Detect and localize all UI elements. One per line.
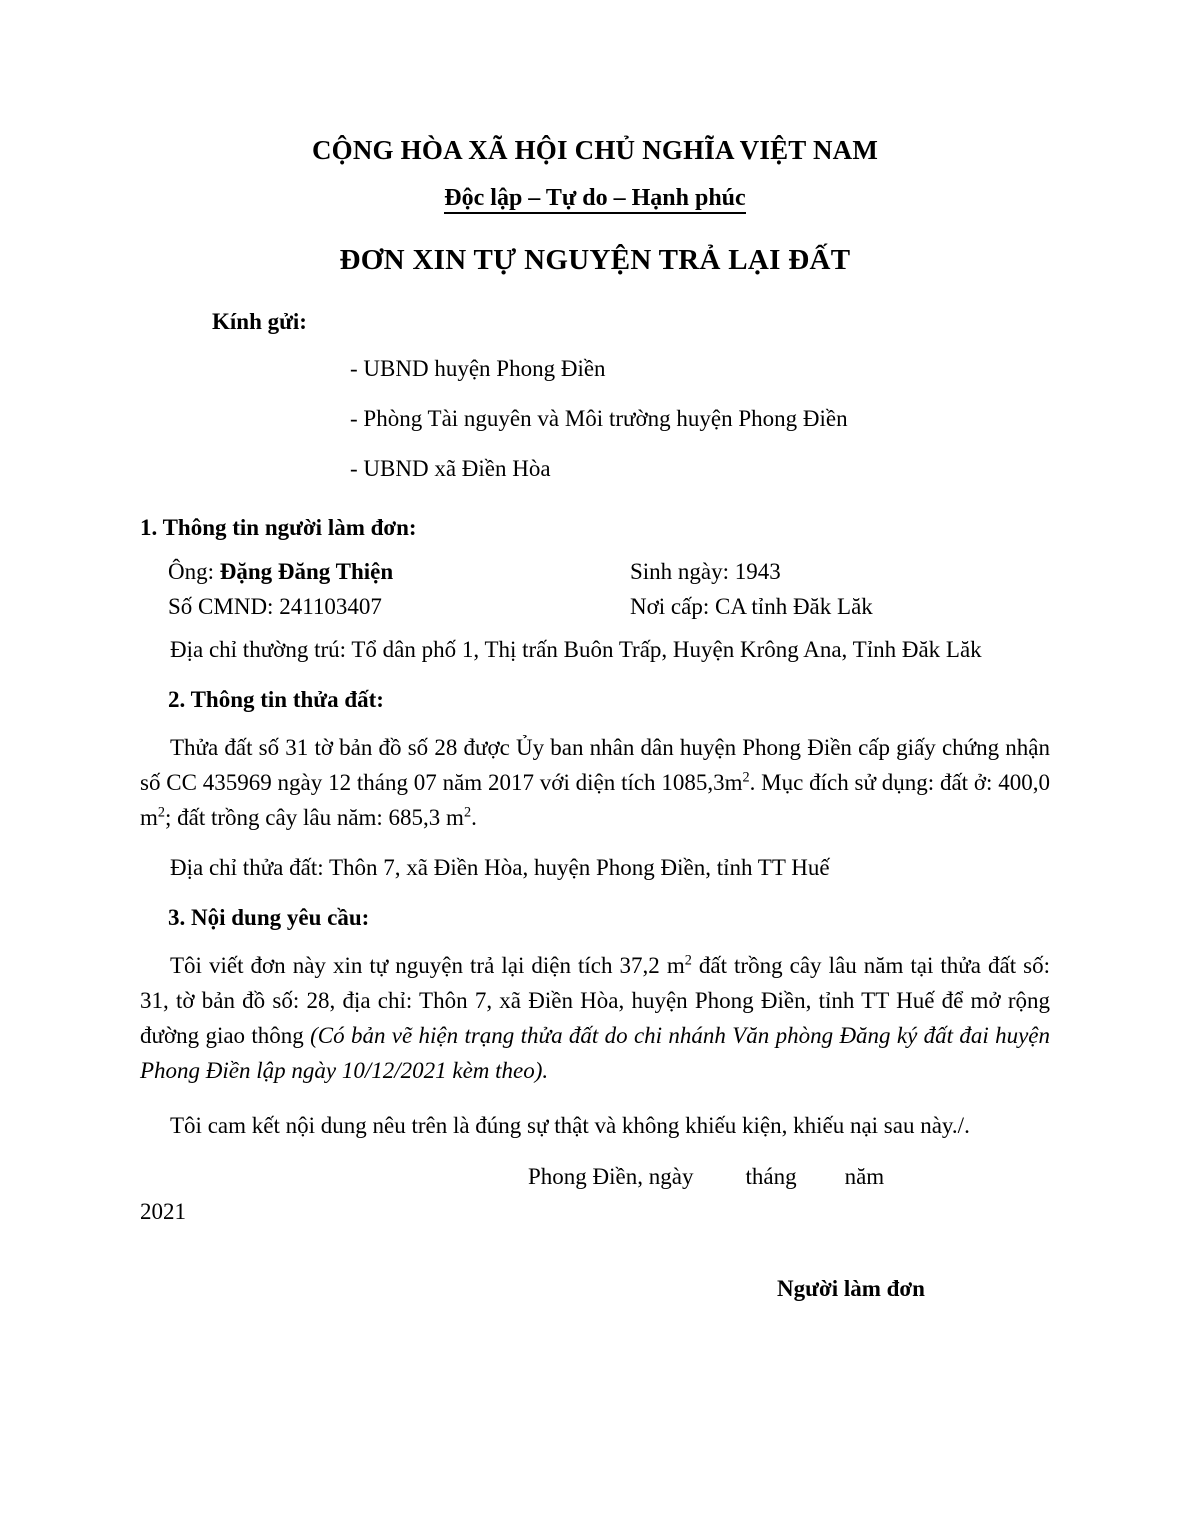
recipient-item-ubnd-huyen: - UBND huyện Phong Điền — [350, 355, 606, 381]
applicant-issuer-label: Nơi cấp: — [630, 593, 710, 619]
parcel-info-paragraph — [140, 731, 1050, 836]
applicant-name-row — [168, 555, 1050, 590]
document-content — [140, 0, 1050, 1302]
recipients-label: Kính gửi: — [212, 309, 307, 334]
applicant-birth-label: Sinh ngày: — [630, 558, 730, 584]
national-title: CỘNG HÒA XÃ HỘI CHỦ NGHĨA VIỆT NAM — [311, 135, 879, 165]
parcel-info-text-2: . Mục đích sử dụng: đất ở: 400,0 m — [140, 769, 1050, 830]
request-paragraph — [140, 949, 1050, 1089]
recipient-item-ubnd-xa: - UBND xã Điền Hòa — [350, 455, 551, 481]
parcel-superscript-2: 2 — [157, 803, 166, 820]
national-motto-text: Độc lập – Tự do – Hạnh phúc — [444, 185, 745, 214]
document-header — [140, 134, 1050, 278]
parcel-info-text-1: Thửa đất số 31 tờ bản đồ số 28 được Ủy ban nhân dân huyện Phong Điền cấp giấy chứng nhận số CC 435969 ngày 12 tháng 07 năm 2017 với diện tích 1085,3m — [140, 734, 1050, 795]
applicant-name-value: Đặng Đăng Thiện — [219, 558, 394, 584]
closing-place-prefix: Phong Điền, ngày — [528, 1164, 694, 1190]
applicant-issuer-group — [630, 590, 873, 625]
applicant-issuer-value: CA tỉnh Đăk Lăk — [714, 593, 873, 619]
recipient-item-phong-tai-nguyen: - Phòng Tài nguyên và Môi trường huyện Phong Điền — [350, 405, 848, 431]
applicant-birth-group — [630, 555, 781, 590]
closing-date-line — [140, 1160, 1050, 1195]
page-title: ĐƠN XIN TỰ NGUYỆN TRẢ LẠI ĐẤT — [339, 243, 851, 276]
request-text-2: đất trồng cây lâu năm tại thửa đất số: 31, tờ bản đồ số: 28, địa chỉ: Thôn 7, xã Điền Hòa, huyện Phong Điền, tỉnh TT Huế để mở rộng đường giao thông — [140, 953, 1050, 1049]
parcel-superscript-3: 2 — [463, 803, 472, 820]
applicant-name-group — [168, 555, 393, 590]
closing-month-label: tháng — [745, 1164, 797, 1190]
closing-year-label: năm — [844, 1164, 885, 1190]
applicant-id-value: 241103407 — [279, 593, 382, 619]
parcel-superscript-1: 2 — [742, 768, 750, 785]
closing-year-value: 2021 — [140, 1199, 186, 1225]
parcel-address-paragraph: Địa chỉ thửa đất: Thôn 7, xã Điền Hòa, huyện Phong Điền, tỉnh TT Huế — [170, 855, 830, 881]
request-attachment-note: (Có bản vẽ hiện trạng thửa đất do chi nhánh Văn phòng Đăng ký đất đai huyện Phong Điền lập ngày 10/12/2021 kèm theo). — [140, 1023, 1050, 1084]
section-heading-applicant-info: 1. Thông tin người làm đơn: — [140, 514, 417, 540]
commitment-paragraph: Tôi cam kết nội dung nêu trên là đúng sự thật và không khiếu kiện, khiếu nại sau này./. — [170, 1113, 970, 1139]
applicant-id-row — [168, 590, 1050, 625]
request-text-1: Tôi viết đơn này xin tự nguyện trả lại diện tích 37,2 m — [170, 953, 685, 979]
applicant-id-label: Số CMND: — [168, 593, 274, 619]
recipient-list — [140, 354, 1050, 484]
parcel-info-text-4: . — [471, 804, 477, 830]
section-heading-parcel-info: 2. Thông tin thửa đất: — [168, 686, 384, 712]
applicant-name-label: Ông: — [168, 558, 214, 584]
parcel-info-text-3: ; đất trồng cây lâu năm: 685,3 m — [165, 804, 464, 830]
signer-label: Người làm đơn — [777, 1276, 925, 1302]
applicant-address-paragraph: Địa chỉ thường trú: Tổ dân phố 1, Thị trấn Buôn Trấp, Huyện Krông Ana, Tỉnh Đăk Lăk — [170, 636, 982, 662]
closing-date-inner — [528, 1160, 1050, 1195]
national-motto — [140, 183, 1050, 213]
applicant-id-group — [168, 590, 382, 625]
request-superscript-1: 2 — [684, 952, 692, 969]
applicant-birth-value: 1943 — [734, 558, 781, 584]
section-heading-request-content: 3. Nội dung yêu cầu: — [168, 905, 370, 931]
